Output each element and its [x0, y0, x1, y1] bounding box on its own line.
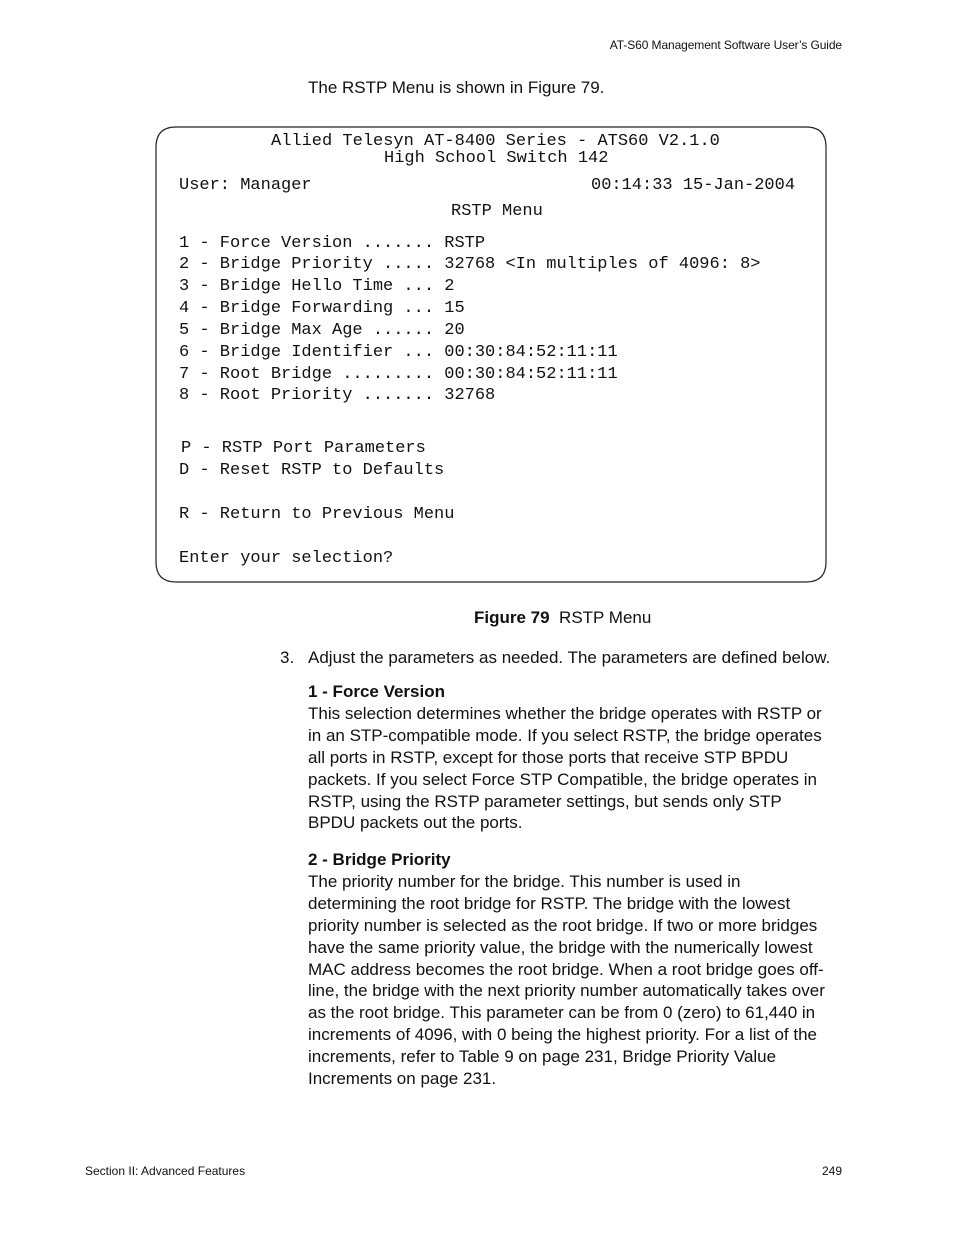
section-bridge-priority: [308, 849, 828, 1090]
terminal-menu-item: 6 - Bridge Identifier ... 00:30:84:52:11:11: [179, 343, 618, 362]
section-title: 2 - Bridge Priority: [308, 850, 451, 869]
terminal-menu-title: RSTP Menu: [451, 202, 543, 221]
terminal-menu-item: 4 - Bridge Forwarding ... 15: [179, 299, 465, 318]
step-number: 3.: [280, 648, 295, 667]
terminal-menu-item: 7 - Root Bridge ......... 00:30:84:52:11:11: [179, 365, 618, 384]
terminal-banner-line2: High School Switch 142: [384, 149, 609, 168]
section-title: 1 - Force Version: [308, 682, 445, 701]
intro-text: The RSTP Menu is shown in Figure 79.: [308, 78, 605, 97]
terminal-menu-item: 5 - Bridge Max Age ...... 20: [179, 321, 465, 340]
terminal-option-reset-defaults: D - Reset RSTP to Defaults: [179, 461, 445, 480]
terminal-menu-item: 3 - Bridge Hello Time ... 2: [179, 277, 455, 296]
figure-number: Figure 79: [474, 608, 550, 627]
terminal-user: User: Manager: [179, 176, 312, 195]
section-body: This selection determines whether the bridge operates with RSTP or in an STP-compatible mode. If you select RSTP, the bridge operates all ports in RSTP, except for those ports that receive STP BPDU packets. If you select Force STP Compatible, the bridge operates in RSTP, using the RSTP parameter settings, but sends only STP BPDU packets out the ports.: [308, 703, 822, 833]
terminal-prompt: Enter your selection?: [179, 549, 394, 568]
section-force-version: [308, 681, 828, 834]
footer-page-number: 249: [821, 1164, 842, 1178]
terminal-option-return: R - Return to Previous Menu: [179, 505, 455, 524]
step-text: Adjust the parameters as needed. The parameters are defined below.: [308, 648, 831, 667]
figure-caption: [474, 608, 651, 628]
figure-title: RSTP Menu: [559, 608, 652, 627]
page-header: AT-S60 Management Software User’s Guide: [609, 38, 842, 52]
terminal-option-port-parameters: P - RSTP Port Parameters: [181, 439, 426, 458]
terminal-menu-item: 2 - Bridge Priority ..... 32768 <In multiples of 4096: 8>: [179, 255, 761, 274]
terminal-banner-line1: Allied Telesyn AT-8400 Series - ATS60 V2.1.0: [271, 132, 720, 151]
terminal-timestamp: 00:14:33 15-Jan-2004: [591, 176, 796, 195]
terminal-menu-item: 1 - Force Version ....... RSTP: [179, 234, 486, 253]
section-body: The priority number for the bridge. This number is used in determining the root bridge for RSTP. The bridge with the lowest priority number is selected as the root bridge. If two or more bridges have the same priority value, the bridge with the numerically lowest MAC address becomes the root bridge. When a root bridge goes off-line, the bridge with the next priority number automatically takes over as the root bridge. This parameter can be from 0 (zero) to 61,440 in increments of 4096, with 0 being the highest priority. For a list of the increments, refer to Table 9 on page 231, Bridge Priority Value Increments on page 231.: [308, 871, 825, 1089]
footer-section: Section II: Advanced Features: [85, 1164, 246, 1178]
terminal-menu-item: 8 - Root Priority ....... 32768: [179, 386, 496, 405]
